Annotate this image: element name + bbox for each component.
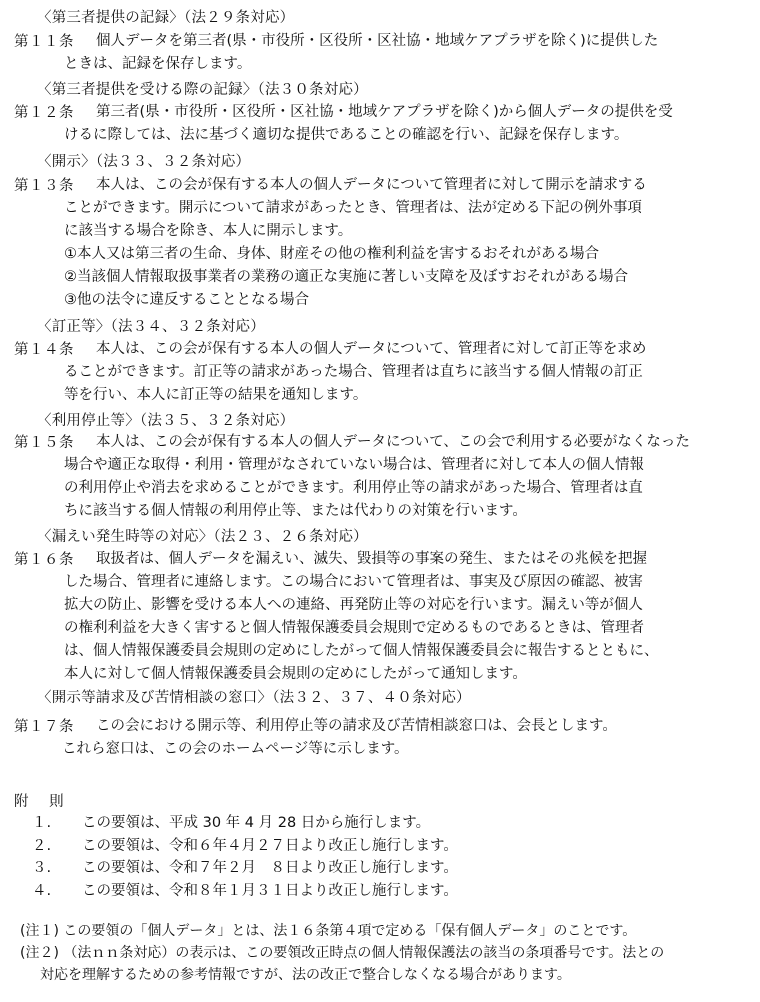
supplementary-text: この要領は、平成 30 年 4 月 28 日から施行します。 (82, 815, 431, 831)
article-number: 第１７条 (14, 719, 74, 735)
supplementary-item (32, 857, 458, 880)
note-2: (注２) （法ｎｎ条対応）の表示は、この要領改正時点の個人情報保護法の該当の条項番号です。法との (20, 945, 665, 961)
article-line: ときは、記録を保存します。 (64, 56, 252, 72)
article-15 (14, 431, 749, 523)
supplementary-item (32, 812, 430, 835)
list-item: ③他の法令に違反することとなる場合 (64, 292, 309, 308)
supplementary-text: この要領は、令和８年１月３１日より改正し施行します。 (82, 883, 458, 899)
article-17 (14, 715, 749, 761)
article-number: 第１４条 (14, 342, 74, 358)
supplementary-number: ３. (32, 860, 52, 876)
section-heading-art12: 〈第三者提供を受ける際の記録〉（法３０条対応） (37, 82, 368, 98)
article-line: ることができます。訂正等の請求があった場合、管理者は直ちに該当する個人情報の訂正 (64, 364, 643, 380)
supplementary-number: ２. (32, 838, 52, 854)
article-line: に該当する場合を除き、本人に開示します。 (64, 223, 353, 239)
article-line: 等を行い、本人に訂正等の結果を通知します。 (64, 387, 368, 403)
article-11 (14, 30, 749, 76)
supplementary-number: １. (32, 815, 52, 831)
article-line: の権利利益を大きく害すると個人情報保護委員会規則で定めるものであるときは、管理者 (64, 620, 644, 636)
section-heading-art13: 〈開示〉（法３３、３２条対応） (37, 154, 251, 170)
article-line: 本人は、この会が保有する本人の個人データについて、この会で利用する必要がなくなった (96, 434, 690, 450)
note-1: (注１) この要領の「個人データ」とは、法１６条第４項で定める「保有個人データ」のことです。 (20, 923, 637, 939)
article-line: 本人に対して個人情報保護委員会規則の定めにしたがって通知します。 (64, 666, 527, 682)
supplementary-text: この要領は、令和７年２月 ８日より改正し施行します。 (82, 860, 458, 876)
article-number: 第１２条 (14, 105, 74, 121)
article-line: 拡大の防止、影響を受ける本人への連絡、再発防止等の対応を行います。漏えい等が個人 (64, 597, 643, 613)
supplementary-item (32, 880, 458, 903)
supplementary-title: 附 則 (14, 794, 72, 810)
supplementary-text: この要領は、令和６年４月２７日より改正し施行します。 (82, 838, 458, 854)
article-line: これら窓口は、この会のホームページ等に示します。 (62, 741, 409, 757)
article-number: 第１１条 (14, 34, 74, 50)
list-item: ②当該個人情報取扱事業者の業務の適正な実施に著しい支障を及ぼすおそれがある場合 (64, 269, 628, 285)
article-line: した場合、管理者に連絡します。この場合において管理者は、事実及び原因の確認、被害 (64, 574, 643, 590)
section-heading-art16: 〈漏えい発生時等の対応〉（法２３、２６条対応） (37, 529, 368, 545)
article-line: 取扱者は、個人データを漏えい、滅失、毀損等の事案の発生、またはその兆候を把握 (96, 551, 647, 567)
article-line: けるに際しては、法に基づく適切な提供であることの確認を行い、記録を保存します。 (64, 127, 629, 143)
section-heading-art17: 〈開示等請求及び苦情相談の窓口〉（法３２、３７、４０条対応） (37, 690, 471, 706)
article-line: 本人は、この会が保有する本人の個人データについて管理者に対して開示を請求する (96, 177, 647, 193)
article-line: ちに該当する個人情報の利用停止等、または代わりの対策を行います。 (64, 503, 527, 519)
article-number: 第１３条 (14, 178, 74, 194)
article-13 (14, 174, 749, 312)
list-item: ①本人又は第三者の生命、身体、財産その他の権利利益を害するおそれがある場合 (64, 246, 599, 262)
supplementary-number: ４. (32, 883, 52, 899)
article-16 (14, 548, 749, 686)
article-number: 第１５条 (14, 435, 74, 451)
article-line: 個人データを第三者(県・市役所・区役所・区社協・地域ケアプラザを除く)に提供した (96, 33, 659, 49)
article-line: 第三者(県・市役所・区役所・区社協・地域ケアプラザを除く)から個人データの提供を受 (96, 104, 673, 120)
article-line: この会における開示等、利用停止等の請求及び苦情相談窓口は、会長とします。 (96, 718, 617, 734)
article-number: 第１６条 (14, 552, 74, 568)
note-2-continued: 対応を理解するための参考情報ですが、法の改正で整合しなくなる場合があります。 (40, 967, 571, 983)
supplementary-item (32, 835, 458, 858)
article-line: 本人は、この会が保有する本人の個人データについて、管理者に対して訂正等を求め (96, 341, 647, 357)
article-line: ことができます。開示について請求があったとき、管理者は、法が定める下記の例外事項 (64, 200, 642, 216)
article-line: 場合や適正な取得・利用・管理がなされていない場合は、管理者に対して本人の個人情報 (64, 457, 644, 473)
section-heading-art11: 〈第三者提供の記録〉（法２９条対応） (37, 10, 295, 26)
article-line: は、個人情報保護委員会規則の定めにしたがって個人情報保護委員会に報告するとともに、 (64, 643, 659, 659)
article-14 (14, 338, 749, 407)
article-12 (14, 101, 749, 147)
article-line: の利用停止や消去を求めることができます。利用停止等の請求があった場合、管理者は直 (64, 480, 643, 496)
section-heading-art14: 〈訂正等〉（法３４、３２条対応） (37, 319, 265, 335)
section-heading-art15: 〈利用停止等〉（法３５、３２条対応） (37, 413, 295, 429)
